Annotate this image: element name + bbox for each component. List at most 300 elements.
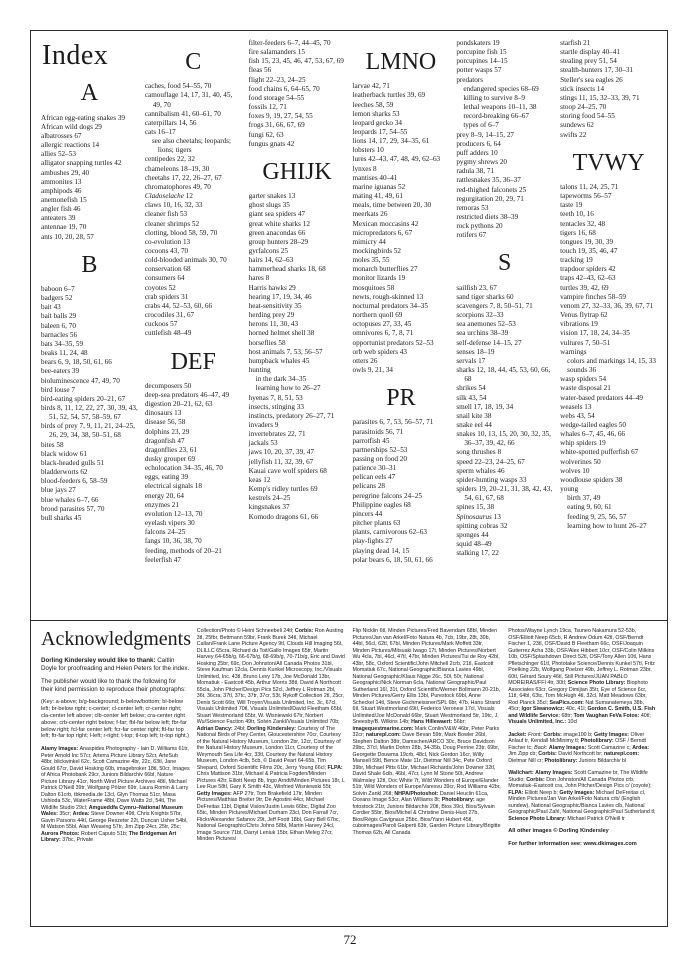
index-entry: sailfish 23, 67: [456, 283, 497, 292]
index-entry: meerkats 26: [352, 210, 388, 219]
credits-footer: For further information see: www.dkimages.com: [508, 840, 637, 847]
index-entry: stalking 17, 22: [456, 549, 499, 558]
index-entry: pelican eels 47: [352, 473, 396, 482]
index-subentry: record-breaking 66–67: [463, 112, 529, 121]
index-entry: fangs 10, 36, 38, 70: [144, 537, 202, 546]
index-entry: waste disposal 21: [560, 384, 611, 393]
index-entry: young: [560, 485, 579, 494]
index-entry: parasites 6, 7, 53, 56–57, 71: [352, 418, 434, 427]
index-entry: cuttlefish 48–49: [144, 329, 192, 338]
index-entry: tapeworms 56–57: [560, 192, 612, 201]
index-entry: dolphins 23, 29: [144, 427, 190, 436]
index-entry: scorpions 32–33: [456, 311, 504, 320]
index-entry: allergic reactions 14: [41, 141, 100, 150]
index-entry: green anacondas 66: [248, 228, 306, 237]
index-entry: beaks 11, 24, 48: [41, 349, 88, 358]
index-entry: frogs 31, 66, 67, 69: [248, 121, 305, 130]
index-entry: speed 22–23, 24–25, 67: [456, 457, 525, 466]
index-entry: Venus flytrap 62: [560, 311, 608, 320]
index-entry: whales 6–7, 45, 46, 66: [560, 430, 626, 439]
index-entry: squid 48–49: [456, 540, 492, 548]
index-entry: flight 22–23, 24–25: [248, 75, 306, 84]
index-entry: bears 6, 9, 18, 50, 61, 66: [41, 358, 112, 367]
index-entry: turtles 39, 42, 69: [560, 283, 609, 292]
index-entry: decomposers 50: [144, 381, 192, 390]
index-entry: stealth-hunters 17, 30–31: [560, 66, 634, 75]
index-entry: tongues 19, 30, 39: [560, 237, 614, 246]
index-entry: hairs 14, 62–63: [248, 256, 294, 265]
index-entry: conservation 68: [144, 265, 191, 274]
index-entry: silk 43, 54: [456, 393, 487, 402]
index-entry: play-fights 27: [352, 537, 393, 546]
index-entry: cleaner shrimps 52: [144, 219, 200, 228]
index-entry: Philippine eagles 68: [352, 500, 411, 509]
index-entry: talons 11, 24, 25, 71: [560, 182, 619, 191]
index-entry: patience 30–31: [352, 464, 397, 473]
index-entry: self-defense 14–15, 27: [456, 338, 522, 347]
index-entry: weasels 13: [560, 402, 592, 411]
index-subentry: lethal weapons 10–11, 38: [463, 103, 537, 112]
index-entry: mantises 40–41: [352, 173, 398, 182]
index-entry: co-evolution 13: [144, 237, 191, 246]
index-entry: servals 17: [456, 356, 486, 365]
index-subentry: see also cheetahs; leopards; lions; tigers: [151, 137, 232, 155]
index-column: [456, 39, 553, 620]
acknowledgments-intro: Dorling Kindersley would like to thank: Caitlin Doyle for proofreading and Helen Peters for the index.: [41, 657, 190, 672]
index-entry: stick insects 14: [560, 84, 605, 93]
index-entry: coyotes 52: [144, 283, 176, 292]
index-entry: larvae 42, 71: [352, 82, 390, 91]
index-entry: producers 6, 64: [456, 139, 501, 148]
index-entry: vultures 7, 50–51: [560, 338, 611, 347]
index-entry: pitcher plants 63: [352, 519, 401, 528]
index-entry: herding prey 29: [248, 311, 295, 320]
index-entry: scavengers 7, 8, 50–51, 71: [456, 301, 533, 310]
index-entry: antennae 19, 70: [41, 223, 87, 232]
index-subentry: learning how to hunt 26–27: [567, 521, 647, 530]
index-entry: pygmy shrews 20: [456, 158, 508, 167]
index-subentry: killing to survive 8–9: [463, 93, 526, 102]
index-entry: enzymes 21: [144, 500, 179, 509]
index-entry: cold-blooded animals 30, 70: [144, 256, 227, 265]
index-entry: crocodiles 31, 67: [144, 311, 195, 320]
index-entry: leopard gecko 34: [352, 118, 402, 127]
index-entry: cocoons 43, 70: [144, 247, 189, 255]
index-entry: humpback whales 45: [248, 356, 310, 365]
index-entry: northern quoll 69: [352, 311, 403, 320]
index-entry: bladderworts 62: [41, 468, 88, 477]
index-entry: cannibalism 41, 60–61, 70: [144, 109, 221, 118]
index-subentry: birth 37, 49: [567, 494, 601, 503]
index-entry: puff adders 10: [456, 148, 498, 157]
photo-credits: Wallchart: Alamy Images: Scott Camazine br, The Wildlife Studio; Corbis: Don Johnston/All Canada Photos crb, Momatiuk–Eastcott cra, John Pitcher/Design Pics c/ (coyote); FLPA: Elliott Neep b; Getty Images: Michael DeFreitas cl, Minden Pictures/Jan Van Arkel/Foto Natura crb/ (English sundew), National Geographic/Bianca Lavies clb, National Geographic/Paul Zahl, National Geographic/Paul Sutherland tl; Science Photo Library: Michael Patrick O'Neill tr: [508, 770, 656, 822]
index-entry: trapdoor spiders 42: [560, 265, 616, 274]
index-entry: leopards 17, 54–55: [352, 127, 408, 136]
index-entry: smell 17, 18, 19, 34: [456, 402, 514, 411]
index-entry: hyenas 7, 8, 51, 53: [248, 393, 303, 402]
page-number: 72: [343, 932, 357, 947]
index-entry: pelicans 28: [352, 482, 386, 491]
index-entry: echolocation 34–35, 46, 70: [144, 464, 223, 473]
index-entry: newts, rough-skinned 13: [352, 292, 424, 301]
index-title: Index: [42, 40, 109, 71]
index-entry: marine iguanas 52: [352, 182, 406, 191]
index-entry: senses 18–19: [456, 347, 495, 356]
index-entry: caches, food 54–55, 70: [144, 82, 212, 91]
index-entry: taste 19: [560, 201, 583, 210]
index-entry: disease 56, 58: [144, 418, 186, 427]
index-entry: fungus gnats 42: [248, 139, 295, 148]
index-entry: kestrels 24–25: [248, 494, 291, 503]
index-entry: Mexican moccasins 42: [352, 219, 419, 228]
index-entry: tigers 16, 68: [560, 228, 596, 237]
index-entry: teeth 10, 16: [560, 210, 594, 219]
index-entry: blood-feeders 6, 58–59: [41, 477, 108, 486]
index-entry: venom 27, 32–33, 36, 39, 67, 71: [560, 301, 654, 310]
index-entry: blue jays 27: [41, 486, 76, 495]
index-entry: black-headed gulls 51: [41, 458, 105, 467]
index-section-letter: TVWY: [572, 149, 645, 176]
index-column: [560, 39, 657, 620]
index-entry: alligator snapping turtles 42: [41, 159, 122, 168]
index-entry: insects, stinging 33: [248, 402, 304, 411]
index-column: [145, 39, 242, 620]
index-column: [352, 39, 449, 620]
index-entry: baboon 6–7: [41, 284, 75, 293]
index-entry: dinosaurs 13: [144, 409, 182, 418]
index-entry: food chains 6, 64–65, 70: [248, 84, 320, 93]
index-entry: webs 43, 54: [560, 411, 595, 420]
index-entry: startle display 40–41: [560, 48, 621, 57]
index-entry: rattlesnakes 35, 36–37: [456, 176, 521, 185]
index-column: [249, 39, 346, 620]
index-entry: fossils 12, 71: [248, 103, 287, 112]
index-entry: lobsters 10: [352, 146, 384, 155]
index-entry: cuckoos 57: [144, 320, 178, 329]
index-entry: shrikes 54: [456, 384, 486, 393]
index-entry: plants, carnivorous 62–63: [352, 528, 427, 537]
index-section-letter: B: [81, 251, 98, 278]
index-section-letter: GHIJK: [262, 158, 332, 185]
index-entry: fungi 62, 63: [248, 130, 284, 139]
index-entry: ammonites 13: [41, 177, 82, 186]
index-entry: pondskaters 19: [456, 39, 500, 47]
index-entry: playing dead 14, 15: [352, 546, 410, 555]
index-entry: evolution 12–13, 70: [144, 509, 203, 518]
index-entry: swifts 22: [560, 130, 587, 139]
index-entry: instincts, predatory 26–27, 71: [248, 411, 335, 420]
index-entry: vision 17, 18, 24, 34–35: [560, 329, 630, 338]
index-entry: amphipods 46: [41, 186, 82, 195]
index-entry: fish 15, 23, 45, 46, 47, 53, 67, 69: [248, 57, 344, 66]
index-entry: mockingbirds 52: [352, 247, 401, 255]
index-subentry: eating 9, 60, 61: [567, 503, 612, 512]
page-frame: [30, 30, 668, 927]
index-section-letter: S: [498, 250, 512, 277]
index-entry: peregrine falcons 24–25: [352, 491, 422, 500]
index-entry: feeding, methods of 20–21: [144, 546, 222, 555]
index-entry: group hunters 28–29: [248, 237, 309, 246]
acknowledgments-column: [353, 628, 502, 850]
index-entry: omnivores 6, 7, 8, 71: [352, 329, 414, 338]
index-entry: song thrushes 8: [456, 448, 502, 457]
index-entry: consumers 64: [144, 274, 185, 283]
index-entry: keas 12: [248, 475, 271, 484]
index-entry: crab spiders 31: [144, 292, 189, 301]
index-entry: rock pythons 20: [456, 222, 503, 231]
index-entry: hammerhead sharks 18, 68: [248, 265, 326, 274]
index-entry: birds of prey 7, 9, 11, 21, 24–25, 26, 29, 34, 38, 50–51, 68: [41, 422, 135, 440]
index-entry: spitting cobras 32: [456, 521, 508, 530]
index-entry: African wild dogs 29: [41, 122, 102, 131]
index-entry: deep-sea predators 46–47, 49: [144, 390, 230, 399]
index-entry: spiders 19, 20–21, 31, 38, 42, 43, 54, 61, 67, 68: [456, 485, 553, 503]
index-entry: meals, time between 20, 30: [352, 201, 432, 210]
index-entry: Kemp's ridley turtles 69: [248, 485, 318, 494]
index-entry: invaders 9: [248, 420, 279, 429]
index-column: [41, 39, 138, 620]
index-entry: lynxes 8: [352, 164, 377, 173]
index-entry: barnacles 56: [41, 330, 78, 339]
index-entry: nocturnal predators 34–35: [352, 301, 428, 310]
index-entry: chameleons 18–19, 30: [144, 164, 210, 173]
index-entry: badgers 52: [41, 294, 73, 303]
index-entry: octopuses 27, 33, 45: [352, 320, 412, 329]
index-entry: sharks 12, 18, 44, 45, 53, 60, 66, 68: [456, 366, 551, 384]
index-entry: gyrfalcons 25: [248, 247, 288, 255]
index-entry: mating 41, 49, 61: [352, 192, 403, 201]
index-entry: bull sharks 45: [41, 513, 82, 522]
index-entry: dusky grouper 69: [144, 455, 196, 463]
index-entry: lures 42–43, 47, 48, 49, 62–63: [352, 155, 441, 164]
index-entry: sea anemones 52–53: [456, 320, 516, 329]
index-entry: birds 8, 11, 12, 22, 27, 30, 39, 43, 51, 52, 54, 57, 58–59, 67: [41, 403, 138, 422]
index-entry: lions 14, 17, 29, 34–35, 61: [352, 137, 430, 146]
index-entry: food storage 54–55: [248, 93, 305, 102]
index-entry: eyelash vipers 30: [144, 519, 195, 528]
index-entry: jellyfish 11, 32, 39, 67: [248, 457, 314, 466]
index-entry: parrotfish 45: [352, 436, 390, 445]
index-entry: snake eel 44: [456, 420, 492, 429]
index-entry: passing on food 20: [352, 455, 407, 463]
index-subentry: endangered species 68–69: [463, 84, 539, 93]
index-entry: sundews 62: [560, 121, 594, 130]
index-entry: porcupine fish 15: [456, 48, 507, 57]
index-entry: African egg-eating snakes 39: [41, 113, 126, 122]
index-entry: Kauai cave wolf spiders 68: [248, 466, 327, 475]
index-subentry: colors and markings 14, 15, 33: [567, 356, 656, 365]
index-entry: white-spotted pufferfish 67: [560, 448, 639, 457]
acknowledgments-section: [31, 620, 667, 926]
index-entry: chromatophores 49, 70: [144, 182, 211, 191]
index-entry: storing food 54–55: [560, 112, 615, 121]
index-entry: monarch butterflies 27: [352, 265, 418, 274]
photo-credits: Collection/Photo © Heini Schneebeli 24tl; Corbis: Ron Austing 3tl, 25fbr, Bettmann 59br, Frank Burek 34tl, Michael Callan/Frank Lane Picture Agency 9tl, Clouds Hill Imaging 56t, DLILLC 65cra, Richard du Toit/Gallo Images 65tr, Martin Harvey 64-65b/g, 66-67b/g, 68-69b/g, 70-71b/g, Eric and David Hosking 25br, 69c, Don Johnston/All Canada Photos 31bl, Steve Kaufman 12cla, Dennis Kunkel Microscopy, Inc./Visuals Unlimited, Inc. 43tl, Bruno Levy 17b, Joe McDonald 13br, Momatiuk - Eastcott 45b, Arthur Morris 38tl, David A Northcott 65cla, John Pitcher/Design Pics 52cl, Jeffrey L Rotman 2bl, 36t, 36cra, 37tl, 37tc, 37tr, 37cr, 53t, Rykoff Collection 2tl, 25cr, Denis Scott 66tr, Will Troyer/Visuals Unlimited, Inc. 3c, 67cl, Visuals Unlimited 70tl, Visuals Unlimited/David Fleetham 65bl, Stuart Westmorland 65br, W. Wisniewski 67tr, Norbert Wu/Science Faction 49tr, Solvin Zankl/Visuals Unlimited 70b; Adrian Dancy: 24bl; Dorling Kindersley: Courtesy of The National Birds of Prey Center, Gloucestershire 70cr, Courtesy of the Natural History Museum, London 2br, 12cr, Courtesy of the Natural History Museum, London 11cr, Courtesy of the Weymouth Sea Life 4cr, 33tl, Courtesy the Natural History Museum, London 4clb, 5cb, © David Peart 64-65b, Tim Shepard, Oxford Scientific Films 20c, Jerry Young 66cl; FLPA: Chris Mattison 31br, Michael & Patricia Fogden/Minden Pictures 42tr, Elliott Neep 8b, Ingo Arndt/Minden Pictures 18r, L Lee Rue 58tl, Gary K Smith 43c, Winfried Wisniewski 55t; Getty Images: AFP 27tr, Tom Brakefield 17tr, Minden Pictures/Matthias Breiter 9tr, De Agostini 44cr, Michael DeFreitas 11bl, Digital Vision/Justin Lewis 66bc, Digital Zoo 65tc, Minden Pictures/Michael Durham 23cl, Don Farrall 7cr, Flickr/Alexander Safanov 29t, Jeff Foott 18bl, Gary Bell 67bc, National Geographic/Chris Johns 58bl, Martin Harvey 24cl, Image Source 71bl, Darryl Leniuk 15br, Ethan Meleg 27cr, Minden Pictures/: [196, 628, 345, 842]
index-subentry: feeding 9, 25, 56, 57: [567, 512, 627, 521]
index-entry: stings 11, 15, 32–33, 39, 71: [560, 93, 640, 102]
index-entry: whip spiders 19: [560, 439, 606, 448]
index-entry: eggs, eating 39: [144, 473, 189, 482]
index-entry: herons 11, 30, 43: [248, 320, 299, 329]
index-entry: restricted diets 38–39: [456, 212, 519, 221]
index-entry: touch 19, 35, 46, 47: [560, 247, 618, 255]
index-entry: angler fish 46: [41, 205, 81, 214]
index-entry: bait 43: [41, 303, 61, 312]
index-section-letter: PR: [386, 385, 416, 412]
index-entry: invertebrates 22, 71: [248, 430, 306, 439]
index-entry: woodlouse spiders 38: [560, 475, 623, 484]
index-entry: giant sea spiders 47: [248, 210, 306, 219]
index-entry: bird-eating spiders 20–21, 67: [41, 394, 126, 403]
index-entry: bird louse 7: [41, 385, 75, 394]
index-entry: warnings: [560, 347, 587, 356]
index-entry: snakes 10, 13, 15, 20, 30, 32, 35, 36–37, 39, 42, 66: [456, 430, 551, 448]
index-entry: prey 8–9, 14–15, 27: [456, 130, 515, 139]
index-entry: baleen 6, 70: [41, 321, 76, 330]
index-entry: ants 10, 20, 28, 57: [41, 232, 94, 241]
photo-credits: Flip Nicklin 6tl, Minden Pictures/Fred Bavendam 68bl, Minden Pictures/Jan van Arkel/Foto Natura 4b, 7cb, 19br, 28t, 30b, 44bl, 56cl, 62tl, 67bl, Minden Pictures/Mark Moffett 33tr, Minden Pictures/Mitsuaki Iwago 17t, Minden Pictures/Norbert Wu 4cla, 7bl, 46cl, 47tl, 47br, Minden Pictures/Tui de Roy 42bl, 43br, 58c, Oxford Scientific/John Mitchell 2crb, 21tl, Eastcott Momatiuk 67c, National Geographic/Bianca Lavies 49bl, National Geographic/Klaus Nigge 26c, 50l, 50r, National Geographic/Nick Norman 6cla, National Geographic/Paul Sutherland 16l, 31t, Oxford Scientific/Werner Bollmann 20-21b, Minden Pictures/Gerry Ellis 13bl, Purestock 69bl, Anne Scheckel 14tl, Steve Gschmeissner/SPL 6br, 47b, Hans Strand 6tl, Stuart Westmorland 69tl, Federico Veronesi 17cl, Visuals Unlimited/Joe McDonald 66br, Stuart Westmorland 5tr, 19tc, J. Sneesby/B. Wilkins 14b; Hans Hillewaert: 56br; imagequestmarine.com: Mark Conlin/V&W 46br, Peter Parks 32cr; naturepl.com: Dave Bevan 59tr, Mark Bowler 26bl, Stephen Dalton 38tr, Damschen/ARCO 30c, Bruce Davidson 29bc, 37cl, Martin Dohrn 28b, 34-35b, Doug Perrine 23tr, 69br, Georgette Douwma 19crb, 48cl, Nick Gordon 16cr, Willy Mansell 59tl, Bence Mate 11r, Dietmar Nill 34c, Pete Oxford 39br, Michael Pitts 61br, Michael Richards/John Downer 32tl, David Shale 6clb, 46bl, 47cr, Lynn M Stone 50t, Andrew Walmsley 12tl, Doc White 7t, Wild Wonders of Europe/Elander 51tr, Wild Wonders of Europe/Varesvu 39cr, Rod Williams 42br, Solvin Zankl 26tl; NHPA/Photoshot: Daniel Heuclin 61ca, Oceans Image 53cr, Alan Williams 8t; Photolibrary: age fotostock 21tr, Juniors Bildarchiv 20tl, Bios 39cl, Bios/Sylvain Cordier 55br, Bios/Michel & Christine Denis-Huot 27b, Bios/Régis Cavignaux 25bc, Bios/Yann Hubert 45tl, cuboimages/Paroli Galperti 63tr, Garden Picture Library/Brigitte Thomas 62b, All Canada: [352, 628, 501, 836]
index-entry: porcupines 14–15: [456, 57, 508, 66]
index-entry: hares 8: [248, 274, 270, 283]
index-section-letter: A: [80, 80, 99, 107]
index-entry: rotifers 67: [456, 231, 487, 240]
index-entry: regurgitation 20, 29, 71: [456, 194, 524, 203]
index-entry: sand tiger sharks 60: [456, 292, 514, 301]
index-entry: opportunist predators 52–53: [352, 338, 434, 347]
index-section: [31, 31, 667, 620]
photo-credits: Jacket: Front: Corbis: image100 b; Getty Images: Oliver Anlauf tr, Kendall McMinimy tl; Photolibrary: OSF / Berndt Fischer tc; Back: Alamy Images: Scott Camazine c; Ardea: Jim Zipp cb; Corbis: David Northcott br; naturepl.com: Dietmar Nill cr; Photolibrary: Juniors Bildarchiv bl: [508, 731, 649, 764]
index-entry: electrical signals 18: [144, 482, 202, 491]
index-entry: anteaters 39: [41, 214, 76, 223]
index-entry: micropredators 6, 67: [352, 228, 413, 237]
photo-credits: Photos/Wayne Lynch 19ca, Tsuneo Nakamura 52-53b, OSF/Elliott Neep 65cb, R Andrew Odum 42tl, OSF/Berndt Fischer 1, 23tl, OSF/David B Fleetham 66c, OSF/Joaquin Gutierrez Acha 33b, OSF/Alex Hibbert 10cr, OSF/Colin Milkins 10b, OSF/Splashdown Direct 52tl, OSF/Tony Allen 10tl, Hans Pfletschinger 61tl, Phototake Science/Dennis Kunkel 57tl, Fritz Poelking 22b, Wolfgang Poelzer 49b, Jeffrey L. Rotman 23br, 60tl, Gérard Soury 46tl, Still Pictures/JUAN PABLO MOREIRAS/FFI 4tr, 30tl; Science Photo Library: Biophoto Associates 63cr, Gregory Dimijian 35tr, Eye of Science 6cr, 11tl, 64bl, 63tc, Tom McHugh 4tl, 32cl, Matt Meadows 63br, Rod Planck 35cl; SeaPics.com: Nat Sumanatemeya 38b, 45cr; Igor Siwanowicz: 40c, 41l; Gordon C. Smith, U.S. Fish and Wildlife Service: 68tr; Tom Vaughan FeVa Fotos: 40tl; Visuals Unlimited, Inc.: 10cl: [508, 628, 656, 725]
index-entry: bats 34–35, 59: [41, 339, 84, 348]
index-entry: foxes 9, 19, 27, 54, 55: [248, 112, 313, 121]
index-entry: host animals 7, 53, 56–57: [248, 347, 323, 356]
index-section-letter: LMNO: [365, 49, 437, 75]
index-entry: wolverines 50: [560, 457, 601, 466]
index-entry: bites 58: [41, 440, 64, 449]
index-entry: lemon sharks 53: [352, 109, 400, 118]
index-entry: radula 38, 71: [456, 167, 495, 176]
index-entry: Komodo dragons 61, 66: [248, 512, 319, 521]
index-entry: vibrations 19: [560, 320, 598, 329]
index-entry: pincers 44: [352, 509, 383, 518]
index-entry: hunting: [248, 366, 271, 375]
index-entry: water-based predators 44–49: [560, 393, 644, 402]
index-entry: potter wasps 57: [456, 66, 502, 75]
index-entry: blue whales 6–7, 66: [41, 495, 99, 504]
index-entry: clotting, blood 58, 59, 70: [144, 228, 218, 237]
index-entry: spines 15, 38: [456, 503, 495, 512]
index-entry: Harris hawks 29: [248, 283, 296, 292]
index-entry: moles 35, 55: [352, 256, 390, 265]
index-entry: fire salamanders 15: [248, 48, 305, 57]
index-entry: sperm whales 46: [456, 466, 505, 475]
index-entry: falcons 24–25: [144, 528, 186, 537]
credits-key: (Key: a-above; b/g-background; b-below/bottom; bl-below left; br-below right; c-center; cl-center left; cr-center right; cla-center left above; clb-center left below; cra-center right above; crb-center right below; f-far; fbl-far below left; fbr-far below right; fcl-far center left; fcr-far center right; ftl-far top left; ftr-far top right; l-left; r-right; t-top; tl-top left; tr-top right.): [41, 699, 189, 740]
index-entry: hearing 17, 19, 34, 46: [248, 292, 312, 301]
index-entry: remoras 53: [456, 203, 489, 212]
index-entry: dragonfish 47: [144, 436, 185, 445]
index-section-letter: DEF: [170, 348, 216, 375]
index-entry: jaws 10, 20, 37, 39, 47: [248, 448, 314, 457]
index-entry: feelerfish 47: [144, 555, 181, 564]
index-entry: polar bears 6, 18, 50, 61, 66: [352, 555, 433, 564]
index-entry: traps 42–43, 62–63: [560, 274, 616, 283]
index-entry: heat-sensitivity 35: [248, 301, 302, 310]
index-subentry: learning how to 26–27: [255, 384, 321, 393]
index-entry: tentacles 32, 48: [560, 219, 606, 228]
index-entry: owls 9, 21, 34: [352, 366, 394, 375]
acknowledgments-intro: The publisher would like to thank the following for their kind permission to reproduce their photographs:: [41, 678, 186, 693]
index-entry: crabs 44, 52–53, 60, 66: [144, 301, 213, 310]
index-entry: filter-feeders 6–7, 44–45, 70: [248, 39, 331, 47]
index-section-letter: C: [185, 49, 202, 75]
index-entry: orb web spiders 43: [352, 347, 407, 356]
acknowledgments-column: [197, 628, 346, 850]
index-entry: snail kite 38: [456, 411, 492, 420]
index-entry: wedge-tailed eagles 50: [560, 420, 626, 429]
acknowledgments-column: [41, 628, 190, 850]
index-entry: brood parasites 57, 70: [41, 504, 105, 513]
index-entry: dragonflies 23, 61: [144, 445, 197, 454]
index-entry: ghost slugs 35: [248, 201, 290, 210]
index-entry: spider-hunting wasps 33: [456, 475, 527, 484]
index-entry: kingsnakes 37: [248, 503, 290, 512]
index-entry: garter snakes 13: [248, 192, 296, 201]
index-entry: fleas 56: [248, 66, 272, 75]
acknowledgments-heading: Acknowledgments: [41, 628, 191, 650]
index-entry: energy 20, 64: [144, 491, 185, 500]
index-entry: bee-eaters 39: [41, 367, 80, 376]
index-entry: leatherback turtles 39, 69: [352, 91, 426, 100]
index-entry: claws 10, 16, 32, 33: [144, 201, 203, 210]
index-entry: Cladoselache 12: [144, 192, 193, 201]
index-entry: mosquitoes 58: [352, 283, 395, 292]
photo-credits: Alamy Images: Anaspides Photography - Iain D. Williams 61tr, Peter Arnold Inc 57cr, Arterra Picture Library 52cr, ArteSub 48br, blickwinkel 62c, Scott Camazine 4br, 22c, 63tl, Jane Gould 67cr, David Hosking 60b, imagebroker 18tl, 50cr, Images of Africa Photobank 29cr, Juniors Bildarchiv 66bl, Nature Picture Library 41cr, North Wind Picture Archives 48tl, Michael Patrick O'Neill 39tr, Wolfgang Pölzer 69tr, Laura Romin & Larry Dalton 61crb, tbkmedia.de 13cl, Glyn Thomas 51cr, Masa Ushioda 53c, WaterFrame 48bl, Dave Watts 2cl, 54tl, The Wildlife Studio 29cl; Amgueddfa Cymru–National Museum Wales: 35cr; Ardea: Steve Downer 49tl, Chris Knights 57br, Gavin Parsons 44tl, George Reszeter 22t, Duncan Usher 54bl, M Watson 55bl, Alan Weaving 57tr, Jim Zipp 24cr, 25tr, 25c; Aurora Photos: Robert Caputo 51b; The Bridgeman Art Library: 37bc, Private: [41, 746, 190, 844]
index-entry: partnerships 52–53: [352, 445, 408, 454]
credits-footer: All other images © Dorling Kindersley: [508, 828, 609, 834]
index-entry: wasp spiders 54: [560, 375, 607, 384]
index-entry: Steller's sea eagles 26: [560, 75, 623, 84]
index-entry: otters 26: [352, 356, 378, 365]
index-entry: predators: [456, 75, 484, 84]
index-entry: stealing prey 51, 54: [560, 57, 617, 66]
index-entry: sponges 44: [456, 530, 489, 539]
index-entry: allies 52–53: [41, 150, 76, 159]
index-entry: leeches 58, 59: [352, 100, 394, 109]
index-entry: camouflage 14, 17, 31, 40, 45, 49, 70: [144, 91, 233, 109]
index-entry: horned helmet shell 38: [248, 329, 315, 338]
acknowledgments-columns: [41, 628, 657, 850]
index-entry: stoop 24–25, 70: [560, 103, 607, 112]
index-entry: cheetahs 17, 22, 26–27, 67: [144, 173, 222, 182]
index-entry: centipedes 22, 32: [144, 155, 195, 164]
index-subentry: types of 6–7: [463, 121, 499, 130]
index-entry: red-thighed falconets 25: [456, 185, 527, 194]
index-entry: sea urchins 38–39: [456, 329, 509, 338]
index-entry: digestion 20–21, 62, 63: [144, 400, 213, 409]
index-entry: wolves 10: [560, 466, 590, 475]
index-entry: caterpillars 14, 56: [144, 118, 197, 127]
index-entry: vampire finches 58–59: [560, 292, 627, 301]
index-entry: bait balls 29: [41, 312, 77, 321]
index-entry: ambushes 29, 40: [41, 168, 90, 177]
index-entry: tracking 19: [560, 256, 593, 265]
index-entry: horseflies 58: [248, 338, 286, 347]
index-entry: anemonefish 15: [41, 195, 87, 204]
